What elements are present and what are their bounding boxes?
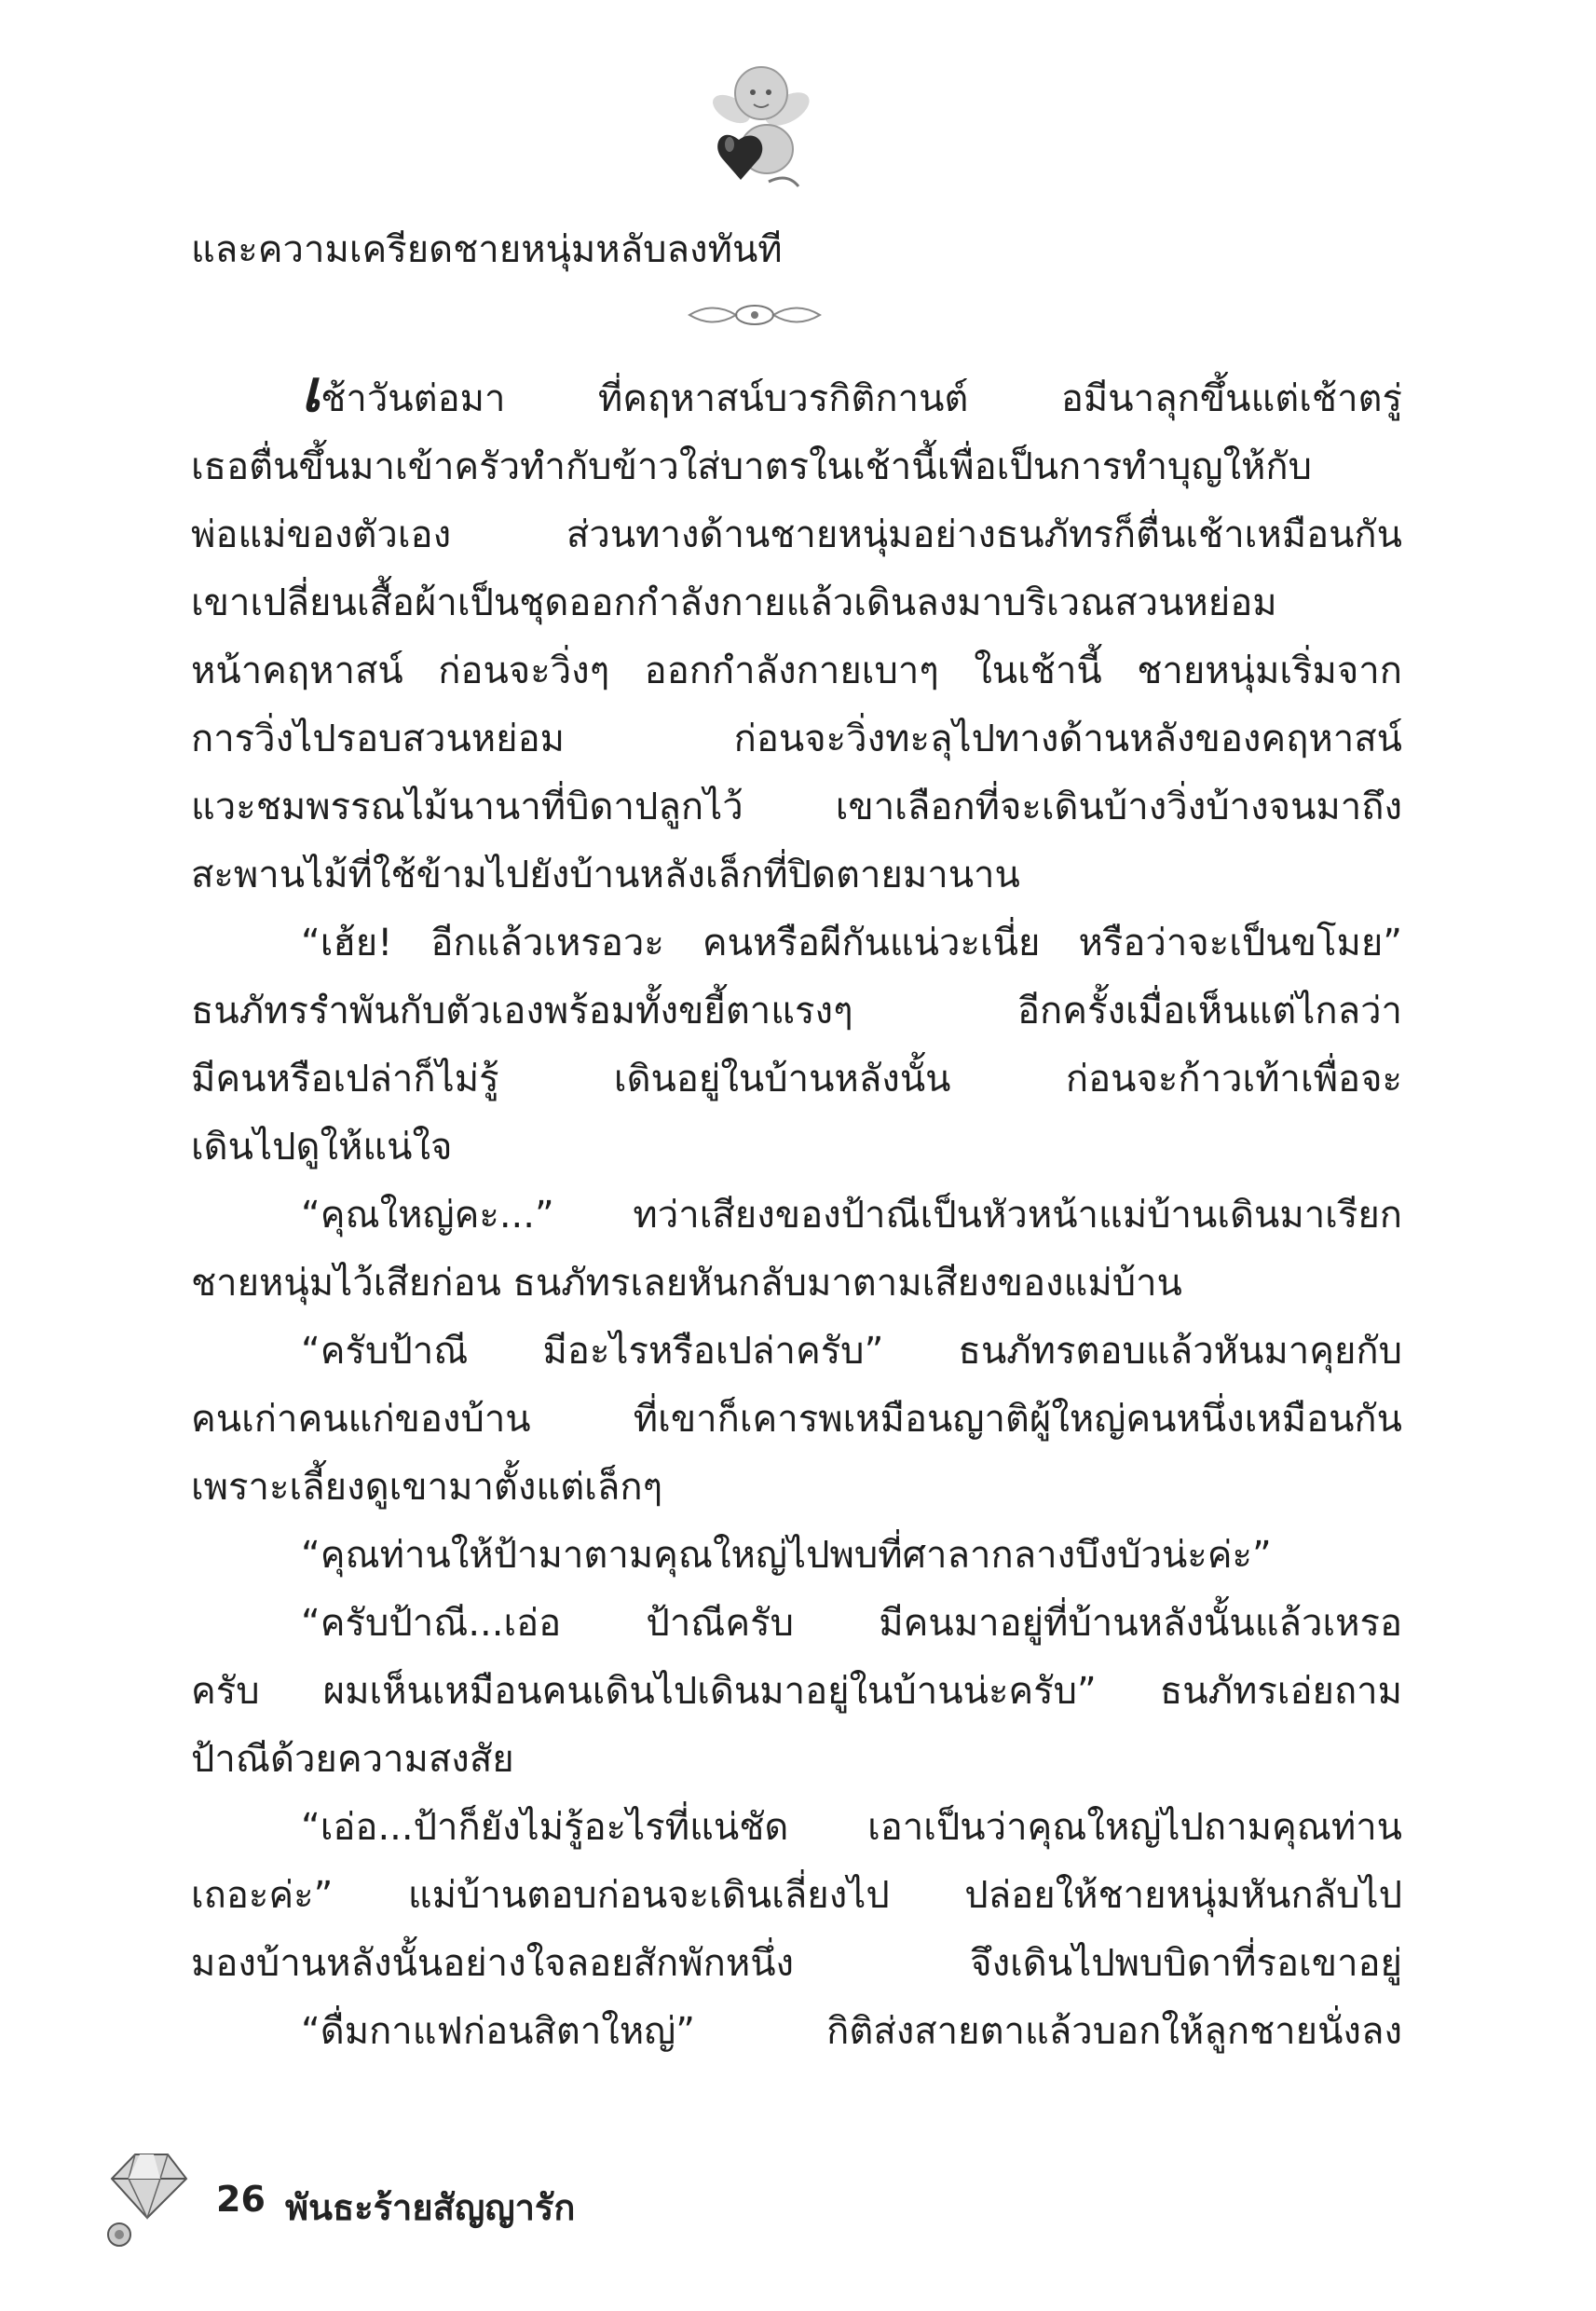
text-line-content: “คุณใหญ่คะ...” ทว่าเสียงของป้าณีเป็นหัวหน้าแม่บ้านเดินมาเรียก	[301, 1194, 1402, 1237]
text-line	[191, 501, 1402, 569]
text-line-content: ครับ ผมเห็นเหมือนคนเดินไปเดินมาอยู่ในบ้านน่ะครับ” ธนภัทรเอ่ยถาม	[191, 1670, 1402, 1713]
text-line-content: “เฮ้ย! อีกแล้วเหรอวะ คนหรือผีกันแน่วะเนี่ย หรือว่าจะเป็นขโมย”	[301, 922, 1402, 964]
text-line	[191, 1998, 1402, 2066]
text-line	[191, 1862, 1402, 1930]
text-line	[191, 1726, 1402, 1794]
text-line	[191, 433, 1402, 501]
text-line	[191, 978, 1402, 1046]
text-line	[191, 773, 1402, 841]
text-line-content: เพราะเลี้ยงดูเขามาตั้งแต่เล็กๆ	[191, 1466, 663, 1509]
diamond-icon	[102, 2143, 191, 2250]
text-line	[191, 1114, 1402, 1182]
text-line	[191, 1250, 1402, 1318]
intro-line: และความเครียดชายหนุ่มหลับลงทันที	[191, 228, 783, 271]
text-line	[191, 1046, 1402, 1114]
text-line-content: ช้าวันต่อมา ที่คฤหาสน์บวรกิติกานต์ อมีนาลุกขึ้นแต่เช้าตรู่	[321, 377, 1402, 420]
book-title: พันธะร้ายสัญญารัก	[285, 2187, 576, 2228]
text-line	[191, 1930, 1402, 1998]
text-line-content: สะพานไม้ที่ใช้ข้ามไปยังบ้านหลังเล็กที่ปิดตายมานาน	[191, 854, 1020, 896]
text-line-content: คนเก่าคนแก่ของบ้าน ที่เขาก็เคารพเหมือนญาติผู้ใหญ่คนหนึ่งเหมือนกัน	[191, 1398, 1402, 1441]
text-line-content: “เอ่อ...ป้าก็ยังไม่รู้อะไรที่แน่ชัด เอาเป็นว่าคุณใหญ่ไปถามคุณท่าน	[301, 1806, 1402, 1849]
text-line	[191, 1318, 1402, 1386]
text-line-content: ป้าณีด้วยความสงสัย	[191, 1738, 514, 1781]
text-line	[191, 1658, 1402, 1726]
text-line	[191, 365, 1402, 433]
text-line-content: ชายหนุ่มไว้เสียก่อน ธนภัทรเลยหันกลับมาตามเสียงของแม่บ้าน	[191, 1262, 1182, 1305]
text-line-content: มองบ้านหลังนั้นอย่างใจลอยสักพักหนึ่ง จึงเดินไปพบบิดาที่รอเขาอยู่	[191, 1942, 1402, 1985]
text-line	[191, 637, 1402, 705]
text-line	[191, 1794, 1402, 1862]
text-line-content: การวิ่งไปรอบสวนหย่อม ก่อนจะวิ่งทะลุไปทางด้านหลังของคฤหาสน์	[191, 718, 1402, 760]
text-line-content: มีคนหรือเปล่าก็ไม่รู้ เดินอยู่ในบ้านหลังนั้น ก่อนจะก้าวเท้าเพื่อจะ	[191, 1058, 1402, 1101]
text-line-content: เธอตื่นขึ้นมาเข้าครัวทำกับข้าวใส่บาตรในเช้านี้เพื่อเป็นการทำบุญให้กับ	[191, 445, 1313, 488]
text-line	[191, 1182, 1402, 1250]
flourish-divider-icon	[685, 296, 825, 334]
text-line-content: “ครับป้าณี...เอ่อ ป้าณีครับ มีคนมาอยู่ที่บ้านหลังนั้นแล้วเหรอ	[301, 1602, 1402, 1645]
page-number: 26	[216, 2179, 266, 2220]
text-line	[191, 569, 1402, 637]
text-line-content: “คุณท่านให้ป้ามาตามคุณใหญ่ไปพบที่ศาลากลางบึงบัวน่ะค่ะ”	[301, 1534, 1272, 1577]
text-line-content: หน้าคฤหาสน์ ก่อนจะวิ่งๆ ออกกำลังกายเบาๆ ในเช้านี้ ชายหนุ่มเริ่มจาก	[191, 650, 1402, 692]
text-line	[191, 1386, 1402, 1454]
text-line	[191, 841, 1402, 909]
text-line-content: เดินไปดูให้แน่ใจ	[191, 1126, 453, 1169]
text-line-content: “ดื่มกาแฟก่อนสิตาใหญ่” กิติส่งสายตาแล้วบอกให้ลูกชายนั่งลง	[301, 2010, 1402, 2053]
body-text	[191, 365, 1402, 2066]
text-line	[191, 909, 1402, 978]
text-line-content: เถอะค่ะ” แม่บ้านตอบก่อนจะเดินเลี่ยงไป ปล่อยให้ชายหนุ่มหันกลับไป	[191, 1874, 1402, 1917]
text-line-content: พ่อแม่ของตัวเอง ส่วนทางด้านชายหนุ่มอย่างธนภัทรก็ตื่นเช้าเหมือนกัน	[191, 513, 1402, 556]
text-line	[191, 1522, 1402, 1590]
text-line	[191, 1590, 1402, 1658]
text-line-content: ธนภัทรรำพันกับตัวเองพร้อมทั้งขยี้ตาแรงๆ อีกครั้งเมื่อเห็นแต่ไกลว่า	[191, 990, 1402, 1032]
dropcap-letter: เ	[301, 365, 321, 425]
text-line-content: “ครับป้าณี มีอะไรหรือเปล่าครับ” ธนภัทรตอบแล้วหันมาคุยกับ	[301, 1330, 1402, 1373]
text-line-content: เขาเปลี่ยนเสื้อผ้าเป็นชุดออกกำลังกายแล้วเดินลงมาบริเวณสวนหย่อม	[191, 581, 1277, 624]
text-line	[191, 705, 1402, 773]
cupid-heart-ornament-icon	[694, 51, 825, 191]
text-line	[191, 1454, 1402, 1522]
text-line-content: แวะชมพรรณไม้นานาที่บิดาปลูกไว้ เขาเลือกที่จะเดินบ้างวิ่งบ้างจนมาถึง	[191, 786, 1402, 828]
page-footer	[102, 2143, 755, 2255]
